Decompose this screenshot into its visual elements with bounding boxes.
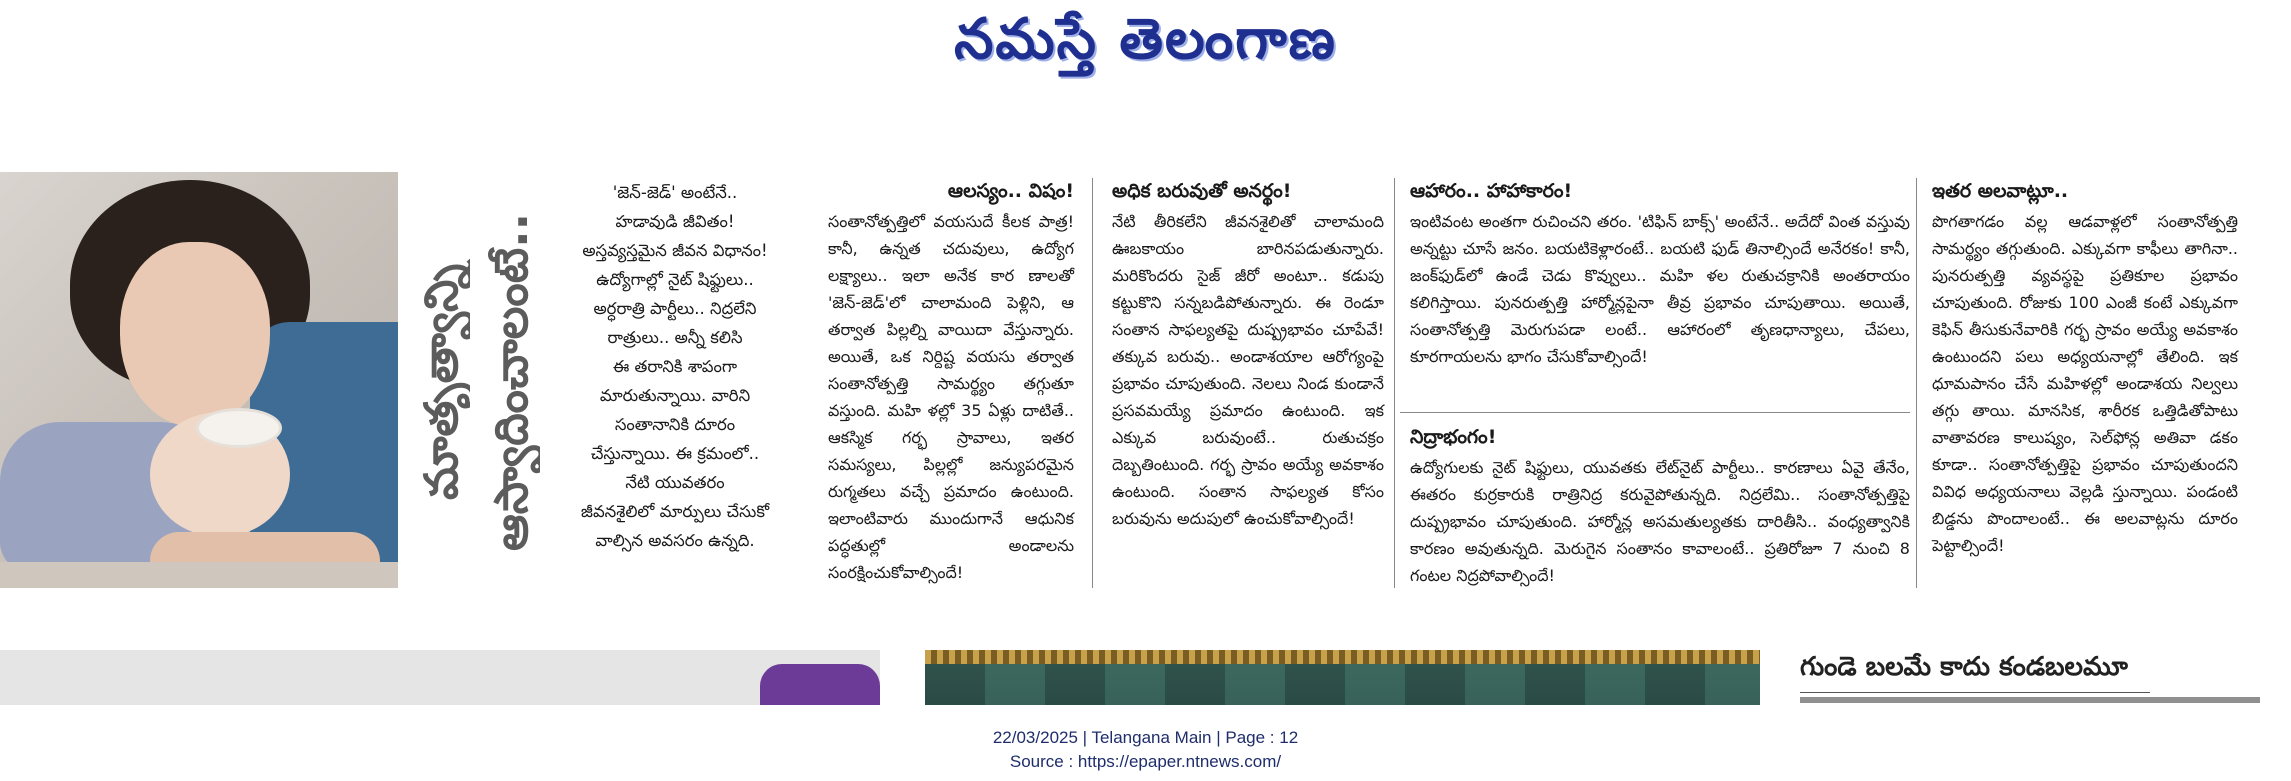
article-clipping: [0, 172, 2291, 592]
section-food: [1410, 178, 1910, 370]
section-body: ఇంటివంట అంతగా రుచించని తరం. 'టిఫిన్ బాక్స్' అంటేనే.. అదేదో వింత వస్తువు అన్నట్టు చూసే జనం. బయటికెళ్లారంటే.. బయటి ఫుడ్ తినాల్సిందే అనేరకం! కానీ, జంక్‌ఫుడ్‌లో ఉండే చెడు కొవ్వులు.. మహి ళల రుతుచక్రానికి అంతరాయం కలిగిస్తాయి. పునరుత్పత్తి హార్మోన్లపైనా తీవ్ర ప్రభావం చూపుతాయి. అయితే, సంతానోత్పత్తి మెరుగుపడా లంటే.. ఆహారంలో తృణధాన్యాలు, చేపలు, కూరగాయలను భాగం చేసుకోవాల్సిందే!: [1410, 212, 1910, 366]
section-heading: ఆహారం.. హాహాకారం!: [1410, 180, 1573, 202]
section-habits: [1932, 178, 2238, 559]
section-divider: [1400, 412, 1910, 413]
photo-mother-face: [120, 242, 270, 427]
purple-badge-shape: [760, 664, 880, 705]
section-body: ఉద్యోగులకు నైట్ షిఫ్టులు, యువతకు లేట్‌నైట్ పార్టీలు.. కారణాలు ఏవై తేనేం, ఈతరం కుర్రకారుకి రాత్రినిద్ర కరువైపోతున్నది. నిద్రలేమి.. సంతానోత్పత్తిపై దుష్ప్రభావం చూపుతుంది. హార్మోన్ల అసమతుల్యతకు దారితీసి.. వంధ్యత్వానికి కారణం అవుతున్నది. మెరుగైన సంతానం కావాలంటే.. ప్రతిరోజూ 7 నుంచి 8 గంటల నిద్రపోవాల్సిందే!: [1410, 458, 1910, 585]
section-heading: నిద్రాభంగం!: [1410, 426, 1497, 448]
photo-curtain-fringe: [925, 650, 1760, 664]
headline-underline: [1800, 692, 2150, 693]
photo-blanket: [0, 562, 398, 588]
next-article-strip: [0, 650, 2291, 705]
cropped-text-line: [1800, 697, 2260, 705]
section-heading: అధిక బరువుతో అనర్థం!: [1112, 180, 1292, 202]
intro-line: 'జెన్-జెడ్' అంటేనే..: [612, 183, 738, 202]
intro-line: సంతానానికి దూరం: [614, 415, 736, 434]
intro-line: ఈ తరానికి శాపంగా: [612, 357, 738, 376]
footer-source: Source : https://epaper.ntnews.com/: [1009, 752, 1282, 771]
section-heading: ఆలస్యం.. విషం!: [947, 180, 1074, 202]
section-sleep: [1410, 424, 1910, 589]
section-body: సంతానోత్పత్తిలో వయసుదే కీలక పాత్ర! కానీ, ఉన్నత చదువులు, ఉద్యోగ లక్ష్యాలు.. ఇలా అనేక కార ణాలతో 'జెన్-జెడ్'లో చాలామంది పెళ్లిని, ఆ తర్వాత పిల్లల్ని వాయిదా వేస్తున్నారు. అయితే, ఒక నిర్దిష్ట వయసు తర్వాత సంతానోత్పత్తి సామర్థ్యం తగ్గుతూ వస్తుంది. మహి ళల్లో 35 ఏళ్లు దాటితే.. ఆకస్మిక గర్భ స్రావాలు, ఇతర సమస్యలు, పిల్లల్లో జన్యుపరమైన రుగ్మతలు వచ్చే ప్రమాదం ఉంటుంది. ఇలాంటివారు ముందుగానే ఆధునిక పద్ధతుల్లో అండాలను సంరక్షించుకోవాల్సిందే!: [828, 212, 1074, 582]
grey-panel: [0, 650, 880, 705]
masthead: [0, 0, 2291, 90]
article-intro: [550, 178, 800, 555]
column-divider: [1092, 178, 1093, 588]
intro-line: వాల్సిన అవసరం ఉన్నది.: [595, 531, 755, 550]
article-title-line-2: ఆస్వాదించాలంటే..: [484, 212, 538, 552]
section-age: [828, 178, 1074, 586]
article-title-line-1: మాతృత్వాన్ని: [414, 264, 468, 500]
intro-line: నేటి యువతరం: [625, 473, 725, 492]
intro-line: అర్ధరాత్రి పార్టీలు.. నిద్రలేని: [593, 299, 757, 318]
intro-line: రాత్రులు.. అన్నీ కలిసి: [607, 328, 743, 347]
intro-line: అస్తవ్యస్తమైన జీవన విధానం!: [582, 241, 768, 260]
section-weight: [1112, 178, 1384, 532]
intro-line: చేస్తున్నాయి. ఈ క్రమంలో..: [590, 444, 760, 463]
intro-line: మారుతున్నాయి. వారిని: [599, 386, 751, 405]
intro-line: హడావుడి జీవితం!: [615, 212, 735, 231]
page-footer: [0, 726, 2291, 774]
intro-line: జీవనశైలిలో మార్పులు చేసుకో: [580, 502, 770, 521]
column-divider: [1394, 178, 1395, 588]
next-article-headline: గుండె బలమే కాదు కండబలమూ: [1800, 652, 2128, 682]
mother-baby-photo: [0, 172, 398, 588]
footer-date-page: 22/03/2025 | Telangana Main | Page : 12: [992, 728, 1299, 747]
newspaper-logo: నమస్తే తెలంగాణ: [954, 6, 1337, 72]
section-body: నేటి తీరికలేని జీవనశైలితో చాలామంది ఊబకాయం బారినపడుతున్నారు. మరికొందరు సైజ్ జీరో అంటూ.. కడుపు కట్టుకొని సన్నబడిపోతున్నారు. ఈ రెండూ సంతాన సాఫల్యతపై దుష్ప్రభావం చూపేవే! తక్కువ బరువు.. అండాశయాల ఆరోగ్యంపై ప్రభావం చూపుతుంది. నెలలు నిండ కుండానే ప్రసవమయ్యే ప్రమాదం ఉంటుంది. ఇక ఎక్కువ బరువుంటే.. రుతుచక్రం దెబ్బతింటుంది. గర్భ స్రావం అయ్యే అవకాశం ఉంటుంది. సంతాన సాఫల్యత కోసం బరువును అదుపులో ఉంచుకోవాల్సిందే!: [1112, 212, 1384, 528]
next-article-photo: [925, 650, 1760, 705]
section-body: పొగతాగడం వల్ల ఆడవాళ్లలో సంతానోత్పత్తి సామర్థ్యం తగ్గుతుంది. ఎక్కువగా కాఫీలు తాగినా.. పునరుత్పత్తి వ్యవస్థపై ప్రతికూల ప్రభావం చూపుతుంది. రోజుకు 100 ఎంజీ కంటే ఎక్కువగా కెఫిన్ తీసుకునేవారికి గర్భ స్రావం అయ్యే అవకాశం ఉంటుందని పలు అధ్యయనాల్లో తేలింది. ఇక ధూమపానం చేసే మహిళల్లో అండాశయ నిల్వలు తగ్గు తాయి. మానసిక, శారీరక ఒత్తిడితోపాటు వాతావరణ కాలుష్యం, సెల్‌ఫోన్ల అతివా డకం కూడా.. సంతానోత్పత్తిపై ప్రభావం చూపుతుందని వివిధ అధ్యయనాలు వెల్లడి స్తున్నాయి. పండంటి బిడ్డను పొందాలంటే.. ఈ అలవాట్లను దూరం పెట్టాల్సిందే!: [1932, 212, 2238, 555]
photo-baby-headband: [196, 408, 282, 448]
photo-curtain: [925, 660, 1760, 705]
column-divider: [1916, 178, 1917, 588]
intro-line: ఉద్యోగాల్లో నైట్ షిఫ్టులు..: [596, 270, 754, 289]
section-heading: ఇతర అలవాట్లూ..: [1932, 180, 2069, 202]
